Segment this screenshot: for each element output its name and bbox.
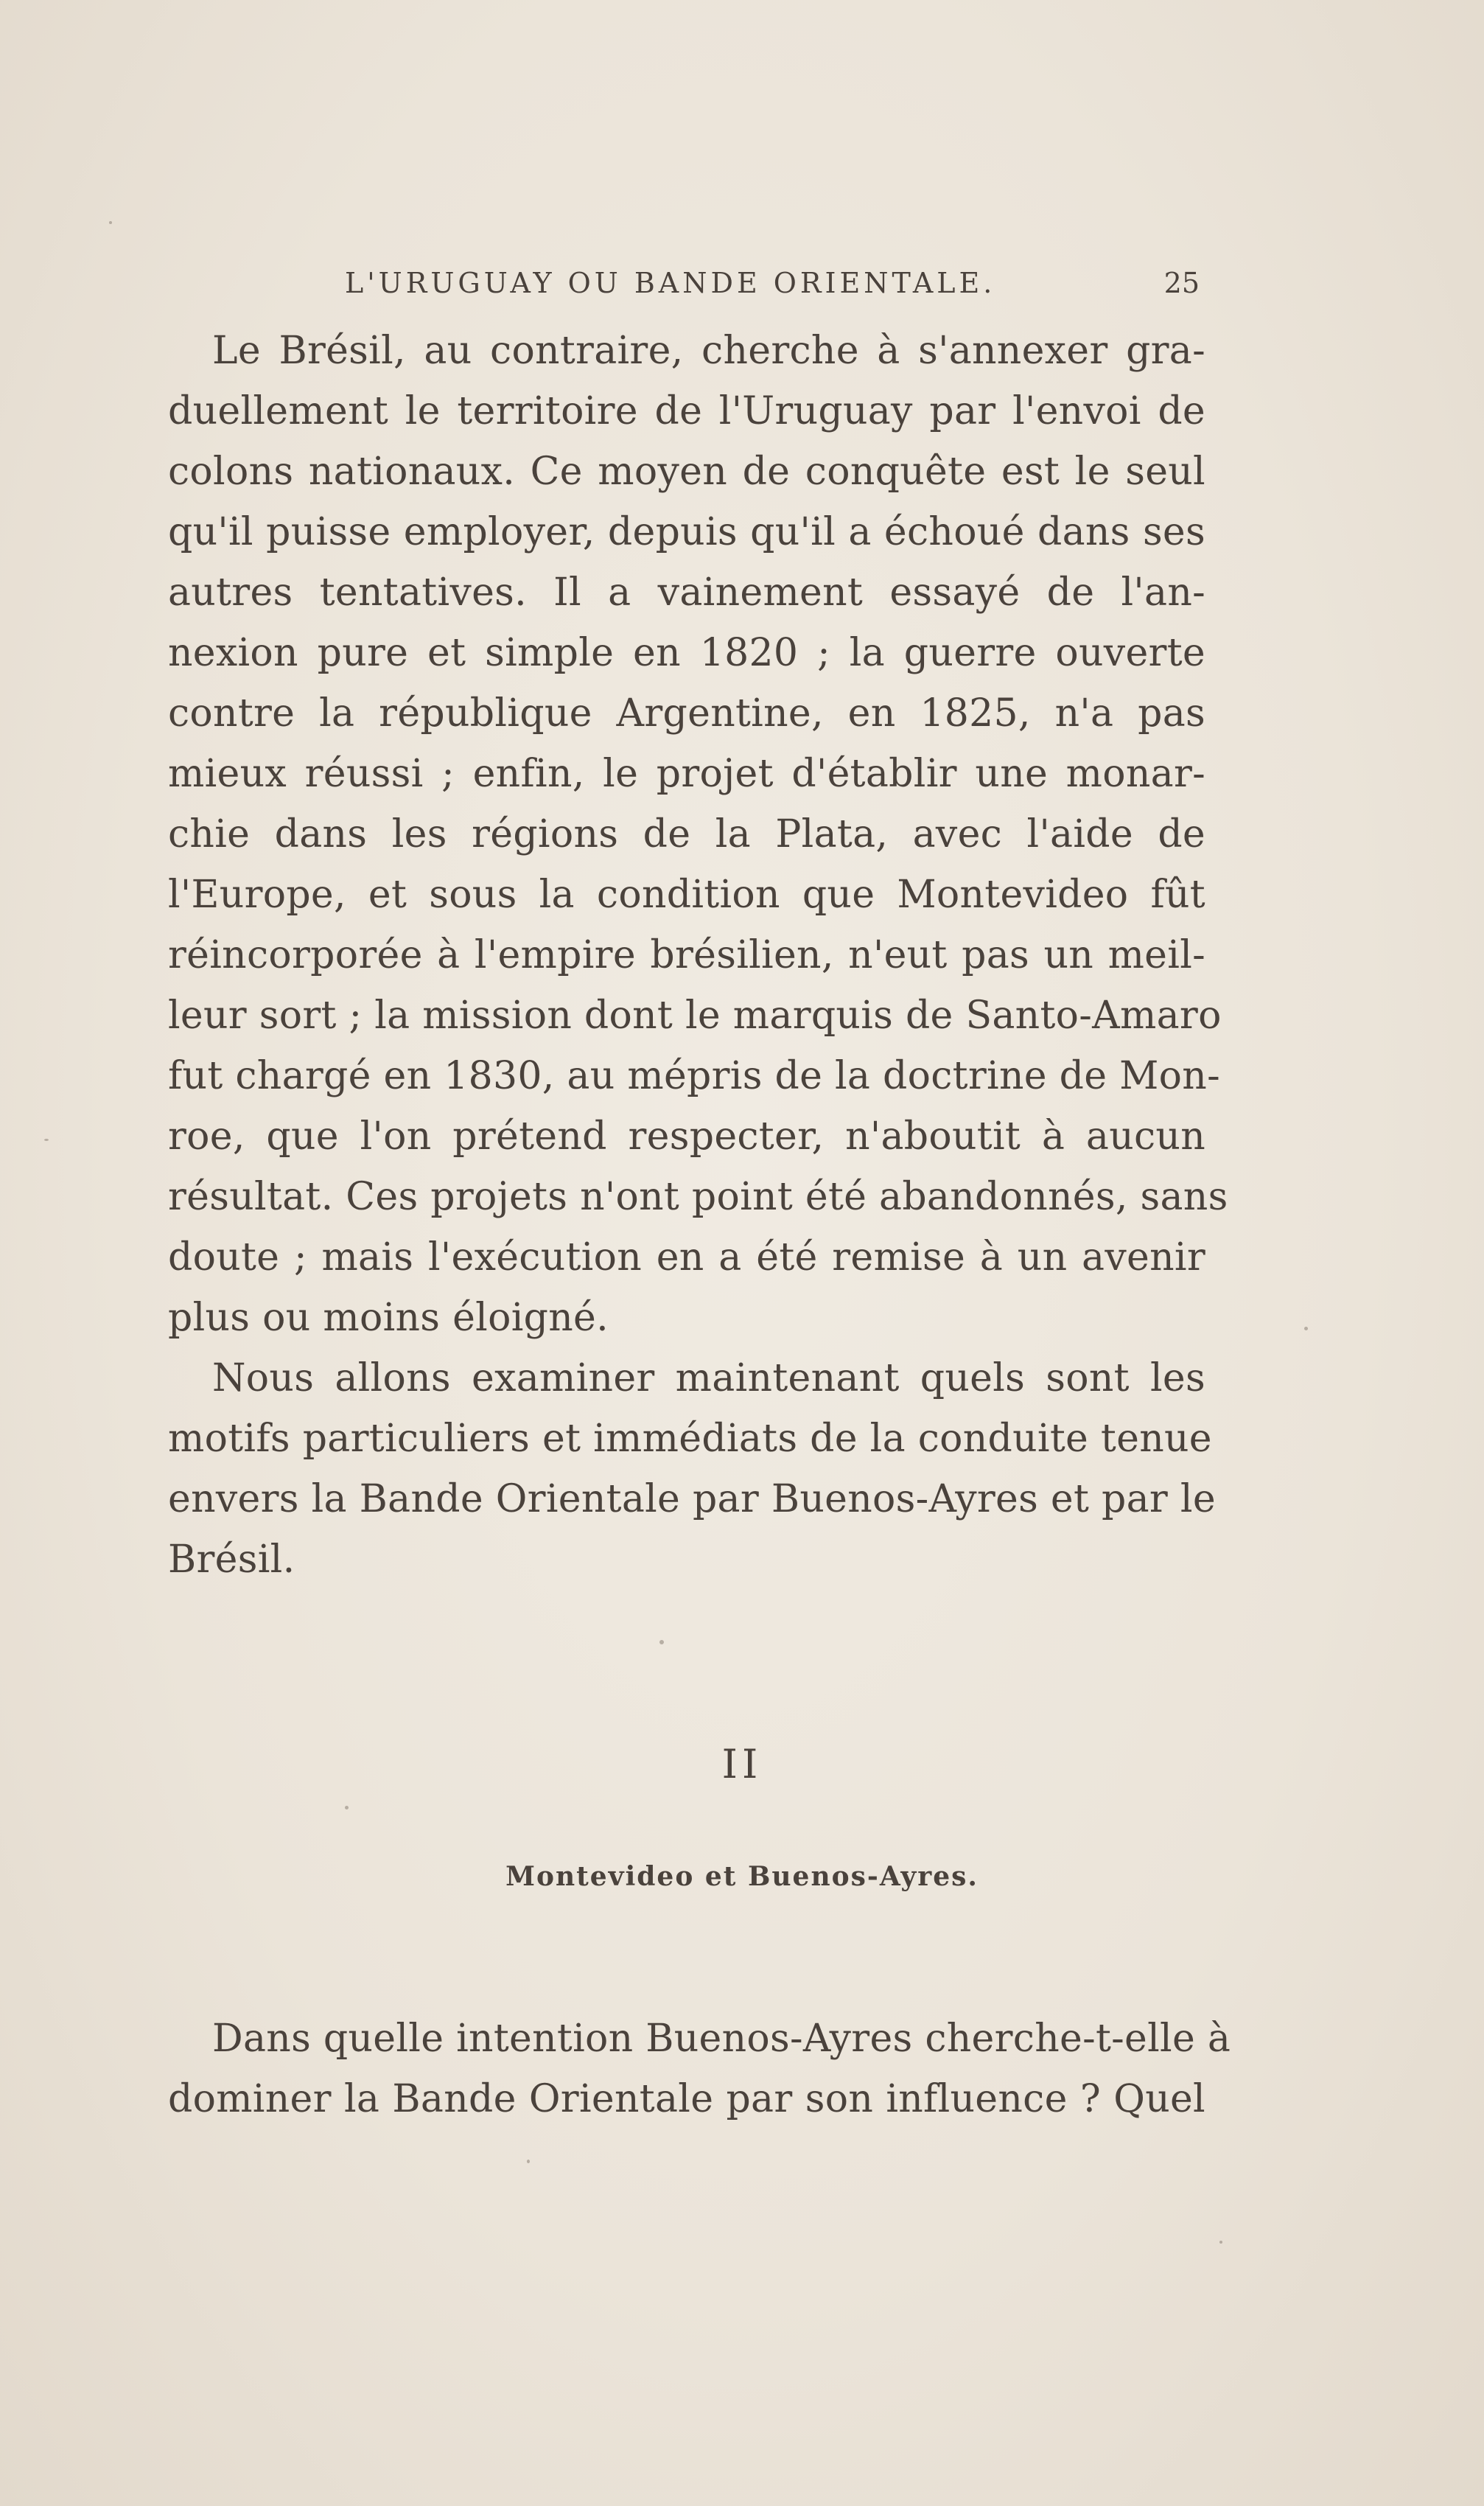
text-line: plus ou moins éloigné. — [168, 1296, 609, 1340]
text-line: Nous allons examiner maintenant quels sont les — [212, 1356, 1205, 1400]
paper-speck — [527, 2160, 530, 2163]
paper-speck — [659, 1640, 664, 1644]
text-line: duellement le territoire de l'Uruguay par l'envoi de — [168, 389, 1205, 433]
text-line: leur sort ; la mission dont le marquis de Santo-Amaro — [168, 994, 1222, 1038]
text-line: doute ; mais l'exécution en a été remise à un avenir — [168, 1235, 1205, 1280]
paper-speck — [109, 221, 112, 224]
text-line: réincorporée à l'empire brésilien, n'eut pas un meil- — [168, 933, 1205, 977]
text-line: roe, que l'on prétend respecter, n'aboutit à aucun — [168, 1114, 1205, 1159]
text-line: fut chargé en 1830, au mépris de la doctrine de Mon- — [168, 1054, 1220, 1098]
running-head — [168, 267, 1200, 311]
text-line: mieux réussi ; enfin, le projet d'établir une monar- — [168, 752, 1205, 796]
text-line: l'Europe, et sous la condition que Montevideo fût — [168, 873, 1205, 917]
section-heading: Montevideo et Buenos-Ayres. — [505, 1861, 979, 1892]
section-numeral: II — [721, 1741, 763, 1787]
text-line: qu'il puisse employer, depuis qu'il a échoué dans ses — [168, 510, 1205, 554]
text-line: envers la Bande Orientale par Buenos-Ayres et par le — [168, 1477, 1216, 1521]
paper-speck — [44, 1139, 49, 1141]
page-number: 25 — [1163, 267, 1200, 299]
text-line: Le Brésil, au contraire, cherche à s'annexer gra- — [212, 329, 1205, 373]
running-title: L'URUGUAY OU BANDE ORIENTALE. — [345, 267, 996, 299]
text-line: colons nationaux. Ce moyen de conquête est le seul — [168, 450, 1205, 494]
paper-speck — [345, 1806, 349, 1809]
text-line: autres tentatives. Il a vainement essayé de l'an- — [168, 570, 1205, 615]
text-line: Dans quelle intention Buenos-Ayres cherche-t-elle à — [212, 2017, 1231, 2061]
text-line: nexion pure et simple en 1820 ; la guerre ouverte — [168, 631, 1205, 675]
paper-speck — [1304, 1327, 1308, 1330]
paper-speck — [1219, 2241, 1222, 2244]
text-line: motifs particuliers et immédiats de la conduite tenue — [168, 1417, 1212, 1461]
text-line: dominer la Bande Orientale par son influence ? Quel — [168, 2077, 1205, 2121]
text-line: résultat. Ces projets n'ont point été abandonnés, sans — [168, 1175, 1228, 1219]
text-line: contre la république Argentine, en 1825, n'a pas — [168, 691, 1205, 736]
text-line: chie dans les régions de la Plata, avec l'aide de — [168, 812, 1205, 856]
text-line: Brésil. — [168, 1538, 295, 1582]
